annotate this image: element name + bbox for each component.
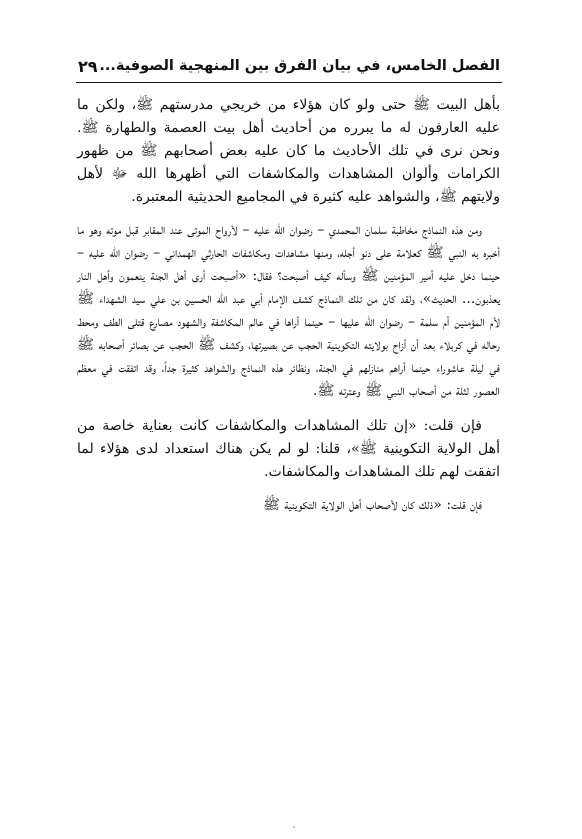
paragraph-spacer — [77, 484, 500, 494]
chapter-title: الفصل الخامس، في بيان الفرق بين المنهجية الصوفية... — [99, 58, 500, 74]
paragraph-spacer — [77, 403, 500, 415]
page-number: ٢٩ — [78, 56, 98, 76]
paragraph-2: ومن هذه النماذج مخاطبة سلمان المحمدي – رضوان الله عليه – لأرواح الموتى عند المقابر قبل موته وهو ما أخبره به النبي ﷺ كعلامة على دنو أجله، ومنها مشاهدات ومكاشفات الحارثي الهمداني – رضوان الله عليه – حينما دخل عليه أمير المؤمنين ﷺ وسأله كيف أصبحت؟ فقال: «أصبحت أرى أهل الجنة ينعمون وأهل النار يعذبون... الحديث»، ولقد كان من تلك النماذج كشف الإمام أبي عبد الله الحسين بن علي سيد الشهداء ﷺ لأم المؤمنين أم سلمة – رضوان الله عليها – حينما أراها في عالم المكاشفة والشهود مصارع قتلى الطف ومحط رحاله في كربلاء بعد أن أزاح بولايته التكوينية الحجب عن بصيرتها، وكشف ﷺ الحجب عن بصائر أصحابه ﷺ في ليلة عاشوراء حينما أراهم منازلهم في الجنة، ونظائر هذه النماذج والشواهد كثيرة جداً، وقد اتفقت في معظم العصور لثلة من أصحاب النبي ﷺ وعترته ﷺ. — [77, 222, 500, 399]
paragraph-3: فإن قلت: «إن تلك المشاهدات والمكاشفات كانت بعناية خاصة من أهل الولاية التكوينية ﷺ»، قلنا: لو لم يكن هناك استعداد لدى هؤلاء لما اتفقت لهم تلك المشاهدات والمكاشفات. — [77, 418, 500, 480]
paragraph-1: بأهل البيت ﷺ حتى ولو كان هؤلاء من خريجي مدرستهم ﷺ، ولكن ما عليه العارفون له ما يبرره من أحاديث أهل بيت العصمة والطهارة ﷺ. ونحن نرى في تلك الأحاديث ما كان عليه بعض أصحابهم ﷺ من ظهور الكرامات وألوان المشاهدات والمكاشفات التي أظهرها الله ﷻ لأهل ولايتهم ﷺ، والشواهد عليه كثيرة في المجاميع الحديثية المعتبرة. — [77, 97, 500, 205]
header-divider — [76, 82, 502, 83]
body-text — [77, 94, 500, 517]
paragraph-4: فإن قلت: «ذلك كان لأصحاب أهل الولاية التكوينية ﷺ — [262, 497, 482, 513]
running-header — [78, 54, 500, 78]
paragraph-spacer — [77, 209, 500, 219]
scan-speck — [293, 826, 295, 828]
